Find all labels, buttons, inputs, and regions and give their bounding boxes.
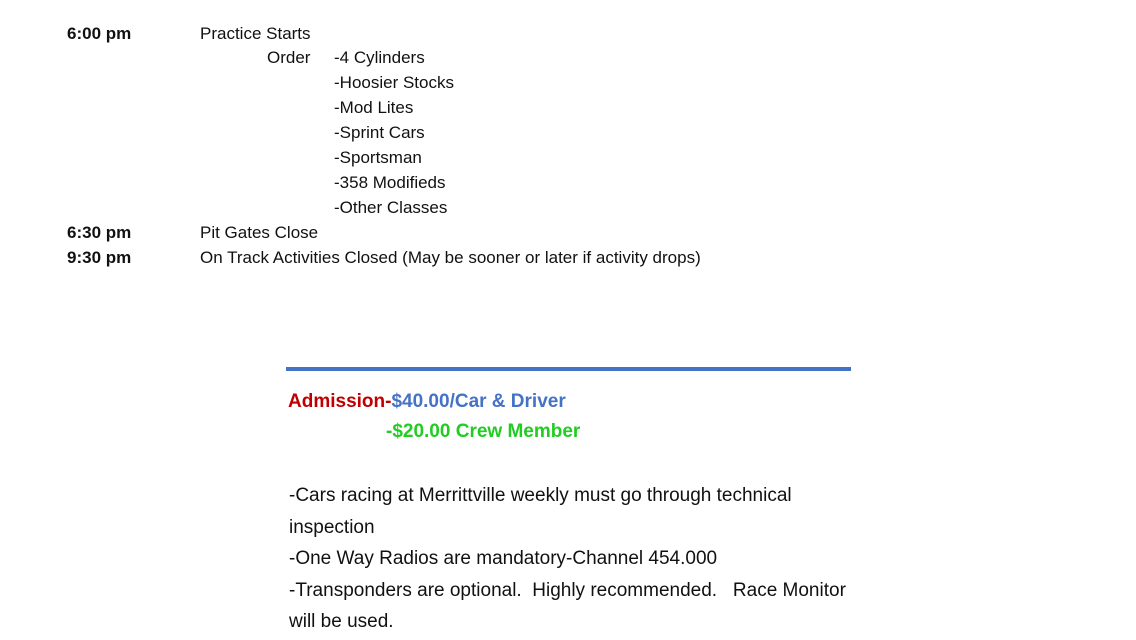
event-on-track-closed: On Track Activities Closed (May be sooner or later if activity drops): [200, 248, 701, 267]
note-technical-inspection: -Cars racing at Merrittville weekly must go through technical inspection: [289, 485, 797, 538]
order-item: -4 Cylinders: [334, 48, 425, 67]
admission-separator: -: [385, 391, 392, 412]
event-practice-starts: Practice Starts: [200, 24, 311, 43]
order-item: -Other Classes: [334, 198, 448, 217]
note-radios: -One Way Radios are mandatory-Channel 454.000: [289, 548, 718, 569]
order-item: -Mod Lites: [334, 98, 414, 117]
order-item: -Sprint Cars: [334, 123, 425, 142]
admission-label: Admission: [288, 391, 386, 412]
crew-member-price: -$20.00 Crew Member: [386, 421, 581, 442]
car-driver-price: $40.00/Car & Driver: [391, 391, 566, 412]
order-label: Order: [267, 48, 311, 67]
time-6-00: 6:00 pm: [67, 24, 132, 43]
event-pit-gates-close: Pit Gates Close: [200, 223, 319, 242]
order-item: -Sportsman: [334, 148, 422, 167]
note-transponders: -Transponders are optional. Highly recommended. Race Monitor will be used.: [289, 579, 852, 632]
notes-section: [289, 480, 852, 638]
time-9-30: 9:30 pm: [67, 248, 132, 267]
section-divider: [286, 367, 851, 371]
admission-line: [288, 390, 566, 414]
order-item: -Hoosier Stocks: [334, 73, 454, 92]
order-item: -358 Modifieds: [334, 173, 446, 192]
time-6-30: 6:30 pm: [67, 223, 132, 242]
